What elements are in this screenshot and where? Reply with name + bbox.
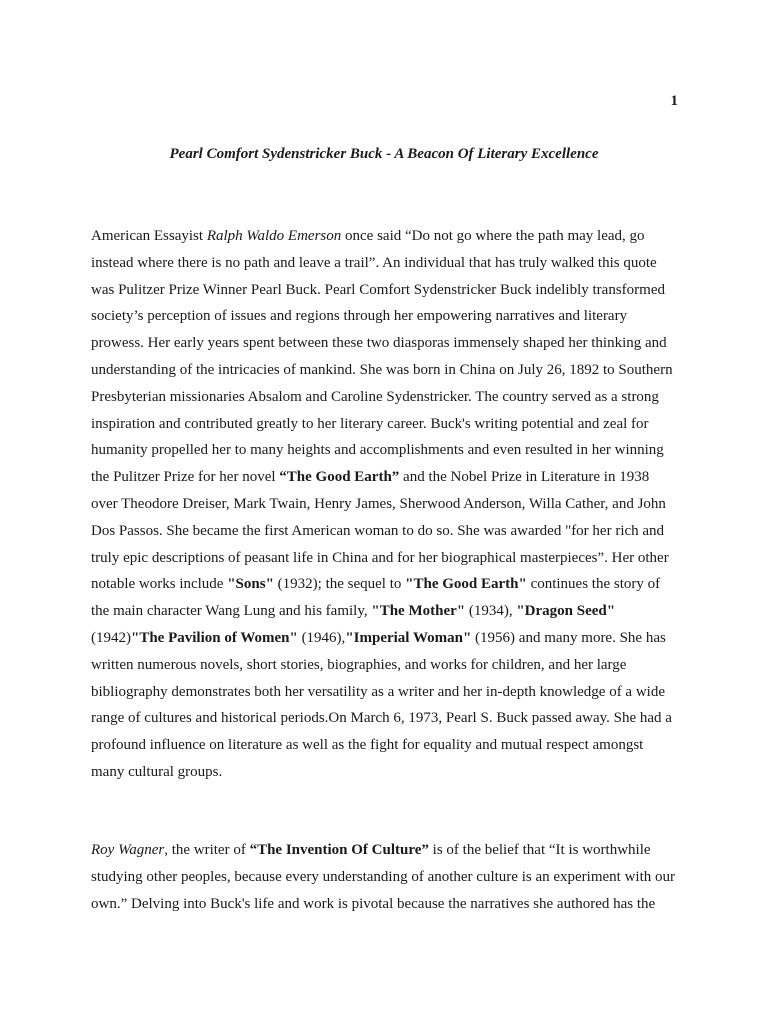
text-run: over Theodore Dreiser, Mark Twain, Henry James, Sherwood Anderson, Willa Cather, and John [91, 495, 666, 512]
text-run: continues the story of [526, 576, 661, 593]
italic-text-run: Ralph Waldo Emerson [206, 228, 342, 244]
text-run: was Pulitzer Prize Winner Pearl Buck. Pearl Comfort Sydenstricker Buck indelibly transformed [91, 281, 665, 298]
text-run: own.” Delving into Buck's life and work is pivotal because the narratives she authored has the [91, 895, 656, 912]
text-run: (1946), [297, 629, 346, 646]
text-run: Presbyterian missionaries Absalom and Caroline Sydenstricker. The country served as a strong [91, 388, 659, 405]
page-number: 1 [670, 93, 678, 109]
text-run: (1932); the sequel to [273, 576, 406, 593]
text-line [91, 864, 681, 891]
text-run: many cultural groups. [91, 763, 223, 780]
text-run: bibliography demonstrates both her versatility as a writer and her in-depth knowledge of a wide [91, 683, 665, 700]
text-run: Dos Passos. She became the first American woman to do so. She was awarded "for her rich and [91, 522, 665, 539]
text-run: understanding of the intricacies of mankind. She was born in China on July 26, 1892 to Southern [91, 361, 673, 378]
bold-text-run: "The Mother" [371, 603, 466, 620]
text-run: humanity propelled her to many heights and accomplishments and even resulted in her winning [91, 442, 664, 459]
bold-text-run: "The Pavilion of Women" [131, 629, 298, 646]
text-run: and the Nobel Prize in Literature in 1938 [399, 469, 650, 486]
text-line [91, 837, 681, 864]
body-paragraph-2 [91, 837, 681, 917]
text-line [91, 891, 681, 918]
text-run: written numerous novels, short stories, biographies, and works for children, and her large [91, 656, 627, 673]
text-line [91, 545, 681, 572]
text-line [91, 732, 681, 759]
text-run: inspiration and contributed greatly to her literary career. Buck's writing potential and zeal for [91, 415, 649, 432]
bold-text-run: "Dragon Seed" [516, 603, 616, 620]
text-run: (1942) [91, 629, 131, 646]
text-line [91, 437, 681, 464]
text-line [91, 571, 681, 598]
text-line [91, 679, 681, 706]
body-paragraph-1 [91, 223, 681, 786]
text-line [91, 759, 681, 786]
bold-text-run: "The Good Earth" [405, 576, 527, 593]
text-line [91, 330, 681, 357]
bold-text-run: “The Good Earth” [279, 469, 400, 486]
text-line [91, 303, 681, 330]
text-run: American Essayist [91, 228, 207, 244]
text-line [91, 250, 681, 277]
text-line [91, 384, 681, 411]
text-line [91, 464, 681, 491]
text-run: is of the belief that “It is worthwhile [428, 842, 651, 858]
text-run: notable works include [91, 576, 228, 593]
text-run: (1956) and many more. She has [471, 629, 666, 646]
text-line [91, 518, 681, 545]
text-line [91, 411, 681, 438]
text-line [91, 491, 681, 518]
text-run: truly epic descriptions of peasant life in China and for her biographical masterpieces”. Her other [91, 549, 669, 566]
text-run: prowess. Her early years spent between these two diasporas immensely shaped her thinking and [91, 335, 667, 352]
text-line [91, 357, 681, 384]
text-run: profound influence on literature as well as the fight for equality and mutual respect amongst [91, 737, 644, 754]
text-run: once said “Do not go where the path may lead, go [341, 228, 645, 244]
text-run: society’s perception of issues and regions through her empowering narratives and literary [91, 308, 628, 325]
text-run: studying other peoples, because every understanding of another culture is an experiment with our [91, 868, 675, 885]
italic-text-run: Roy Wagner [91, 842, 165, 858]
text-run: the Pulitzer Prize for her novel [91, 469, 280, 486]
text-line [91, 625, 681, 652]
text-run: range of cultures and historical periods.On March 6, 1973, Pearl S. Buck passed away. She had a [91, 710, 672, 727]
text-line [91, 277, 681, 304]
text-line [91, 652, 681, 679]
text-line [91, 598, 681, 625]
text-line [91, 705, 681, 732]
bold-text-run: "Imperial Woman" [345, 629, 472, 646]
text-line [91, 223, 681, 250]
text-run: the main character Wang Lung and his family, [91, 603, 372, 620]
document-title: Pearl Comfort Sydenstricker Buck - A Beacon Of Literary Excellence [169, 146, 599, 162]
text-run: instead where there is no path and leave a trail”. An individual that has truly walked this quote [91, 254, 657, 271]
text-run: (1934), [465, 603, 517, 620]
bold-text-run: "Sons" [227, 576, 274, 593]
text-run: , the writer of [164, 842, 250, 858]
bold-text-run: “The Invention Of Culture” [249, 842, 429, 858]
